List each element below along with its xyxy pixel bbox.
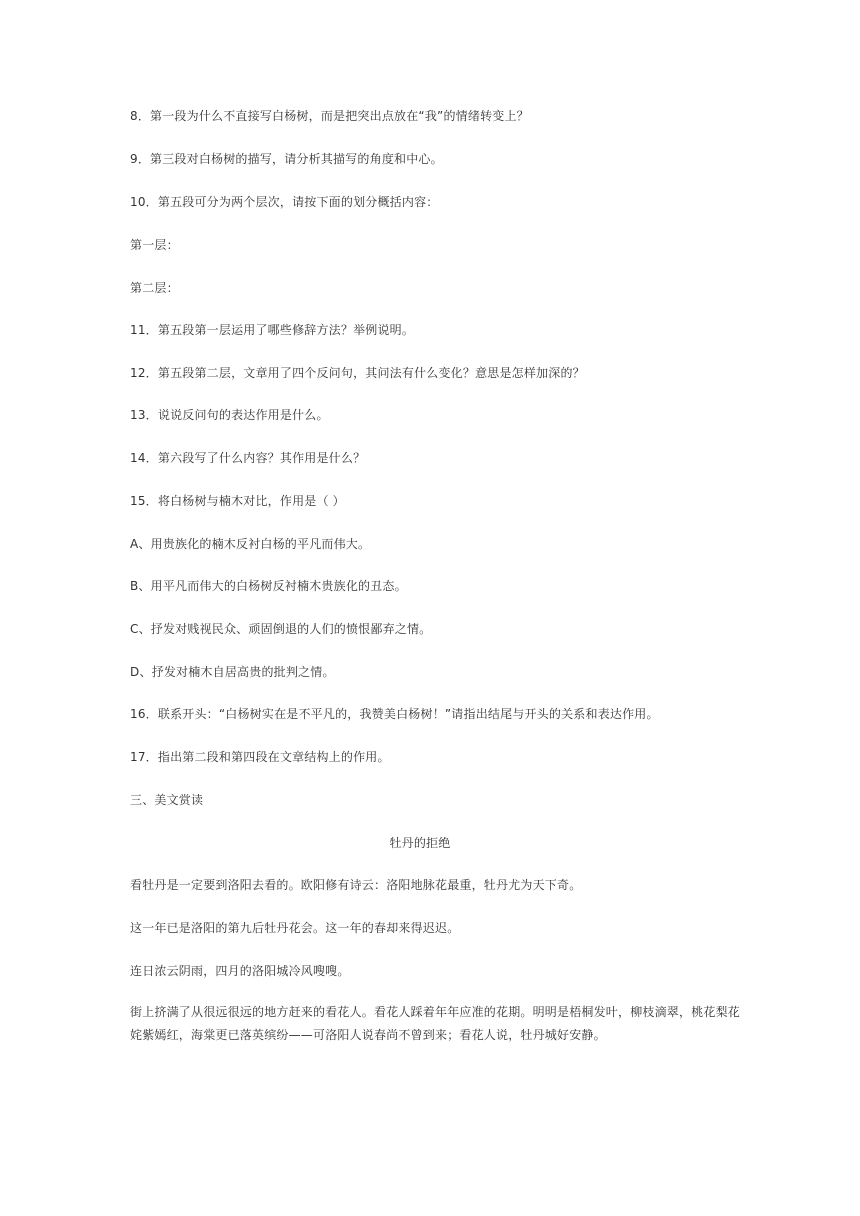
question-9: 9．第三段对白杨树的描写，请分析其描写的角度和中心。 bbox=[130, 152, 443, 166]
question-10: 10．第五段可分为两个层次，请按下面的划分概括内容： bbox=[130, 195, 439, 209]
question-11: 11．第五段第一层运用了哪些修辞方法？举例说明。 bbox=[130, 323, 415, 337]
question-16: 16．联系开头：“白杨树实在是不平凡的，我赞美白杨树！”请指出结尾与开头的关系和表达作用。 bbox=[130, 707, 659, 721]
option-c: C、抒发对贱视民众、顽固倒退的人们的愤恨鄙弃之情。 bbox=[130, 622, 432, 636]
question-12: 12．第五段第二层，文章用了四个反问句，其问法有什么变化？意思是怎样加深的？ bbox=[130, 366, 585, 380]
question-8: 8．第一段为什么不直接写白杨树，而是把突出点放在“我”的情绪转变上？ bbox=[130, 109, 529, 123]
question-15: 15．将白杨树与楠木对比，作用是（ ） bbox=[130, 494, 345, 508]
layer-two-label: 第二层： bbox=[130, 281, 179, 295]
layer-one-label: 第一层： bbox=[130, 238, 179, 252]
question-17: 17．指出第二段和第四段在文章结构上的作用。 bbox=[130, 750, 390, 764]
article-paragraph-1: 看牡丹是一定要到洛阳去看的。欧阳修有诗云：洛阳地脉花最重，牡丹尤为天下奇。 bbox=[130, 878, 582, 892]
article-paragraph-4: 街上挤满了从很远很远的地方赶来的看花人。看花人踩着年年应准的花期。明明是梧桐发叶，柳枝滴翠，桃花梨花姹紫嫣红，海棠更已落英缤纷——可洛阳人说春尚不曾到来；看花人说，牡丹城好安静。 bbox=[130, 1005, 741, 1042]
section-heading: 三、美文赏读 bbox=[130, 793, 204, 807]
article-title: 牡丹的拒绝 bbox=[389, 836, 451, 850]
option-b: B、用平凡而伟大的白杨树反衬楠木贵族化的丑态。 bbox=[130, 579, 407, 593]
option-a: A、用贵族化的楠木反衬白杨的平凡而伟大。 bbox=[130, 537, 371, 551]
article-paragraph-2: 这一年已是洛阳的第九后牡丹花会。这一年的春却来得迟迟。 bbox=[130, 921, 460, 935]
question-14: 14．第六段写了什么内容？其作用是什么？ bbox=[130, 451, 366, 465]
option-d: D、抒发对楠木自居高贵的批判之情。 bbox=[130, 665, 335, 679]
question-13: 13．说说反问句的表达作用是什么。 bbox=[130, 408, 329, 422]
article-paragraph-3: 连日浓云阴雨，四月的洛阳城冷风嗖嗖。 bbox=[130, 964, 350, 978]
